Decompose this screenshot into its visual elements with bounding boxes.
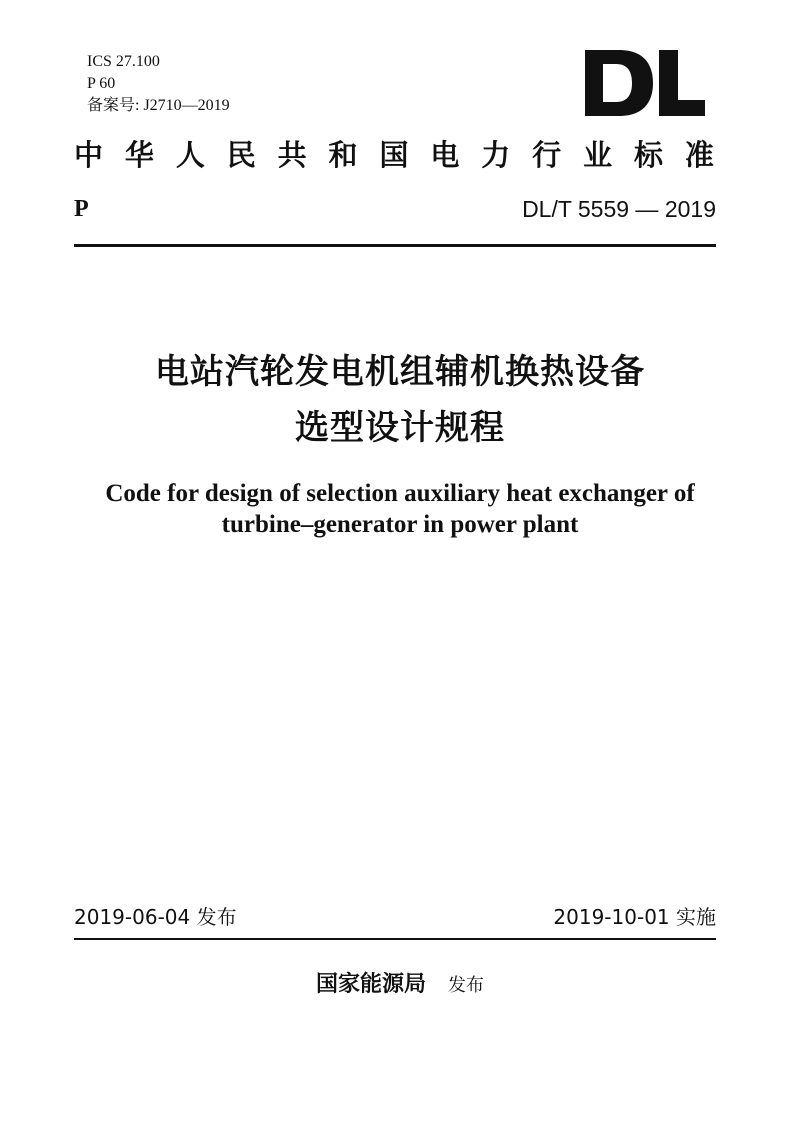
heading-char: 行 [532, 138, 562, 172]
ccs-code: P 60 [87, 75, 116, 92]
chinese-title-line-2: 选型设计规程 [295, 408, 505, 448]
heading-char: 和 [328, 138, 358, 172]
heading-char: 电 [430, 138, 460, 172]
standard-number: DL/T 5559 — 2019 [522, 196, 716, 222]
publisher-line [0, 968, 800, 1003]
industry-standard-heading [74, 130, 714, 180]
heading-char: 人 [175, 138, 205, 172]
publisher-action: 发布 [448, 975, 484, 996]
chinese-title-line-1: 电站汽轮发电机组辅机换热设备 [155, 352, 645, 392]
publisher-name: 国家能源局 [315, 972, 426, 997]
english-title-line-1: Code for design of selection auxiliary heat exchanger of [105, 480, 695, 507]
implementation-date: 2019-10-01 实施 [553, 905, 716, 929]
record-number: 备案号: J2710—2019 [87, 97, 230, 114]
category-code: P [74, 196, 89, 222]
heading-char: 中 [74, 138, 104, 172]
heading-char: 业 [583, 138, 613, 172]
heading-char: 国 [379, 138, 409, 172]
heading-char: 民 [226, 138, 256, 172]
heading-char: 准 [684, 138, 714, 172]
english-title-line-2: turbine–generator in power plant [221, 511, 579, 538]
heading-char: 标 [633, 138, 663, 172]
dl-logo [585, 50, 705, 116]
heading-char: 共 [277, 138, 307, 172]
bottom-divider [74, 938, 716, 940]
top-divider [74, 244, 716, 247]
ics-code: ICS 27.100 [87, 53, 160, 70]
heading-char: 力 [481, 138, 511, 172]
issue-date: 2019-06-04 发布 [74, 905, 237, 929]
heading-char: 华 [124, 138, 154, 172]
